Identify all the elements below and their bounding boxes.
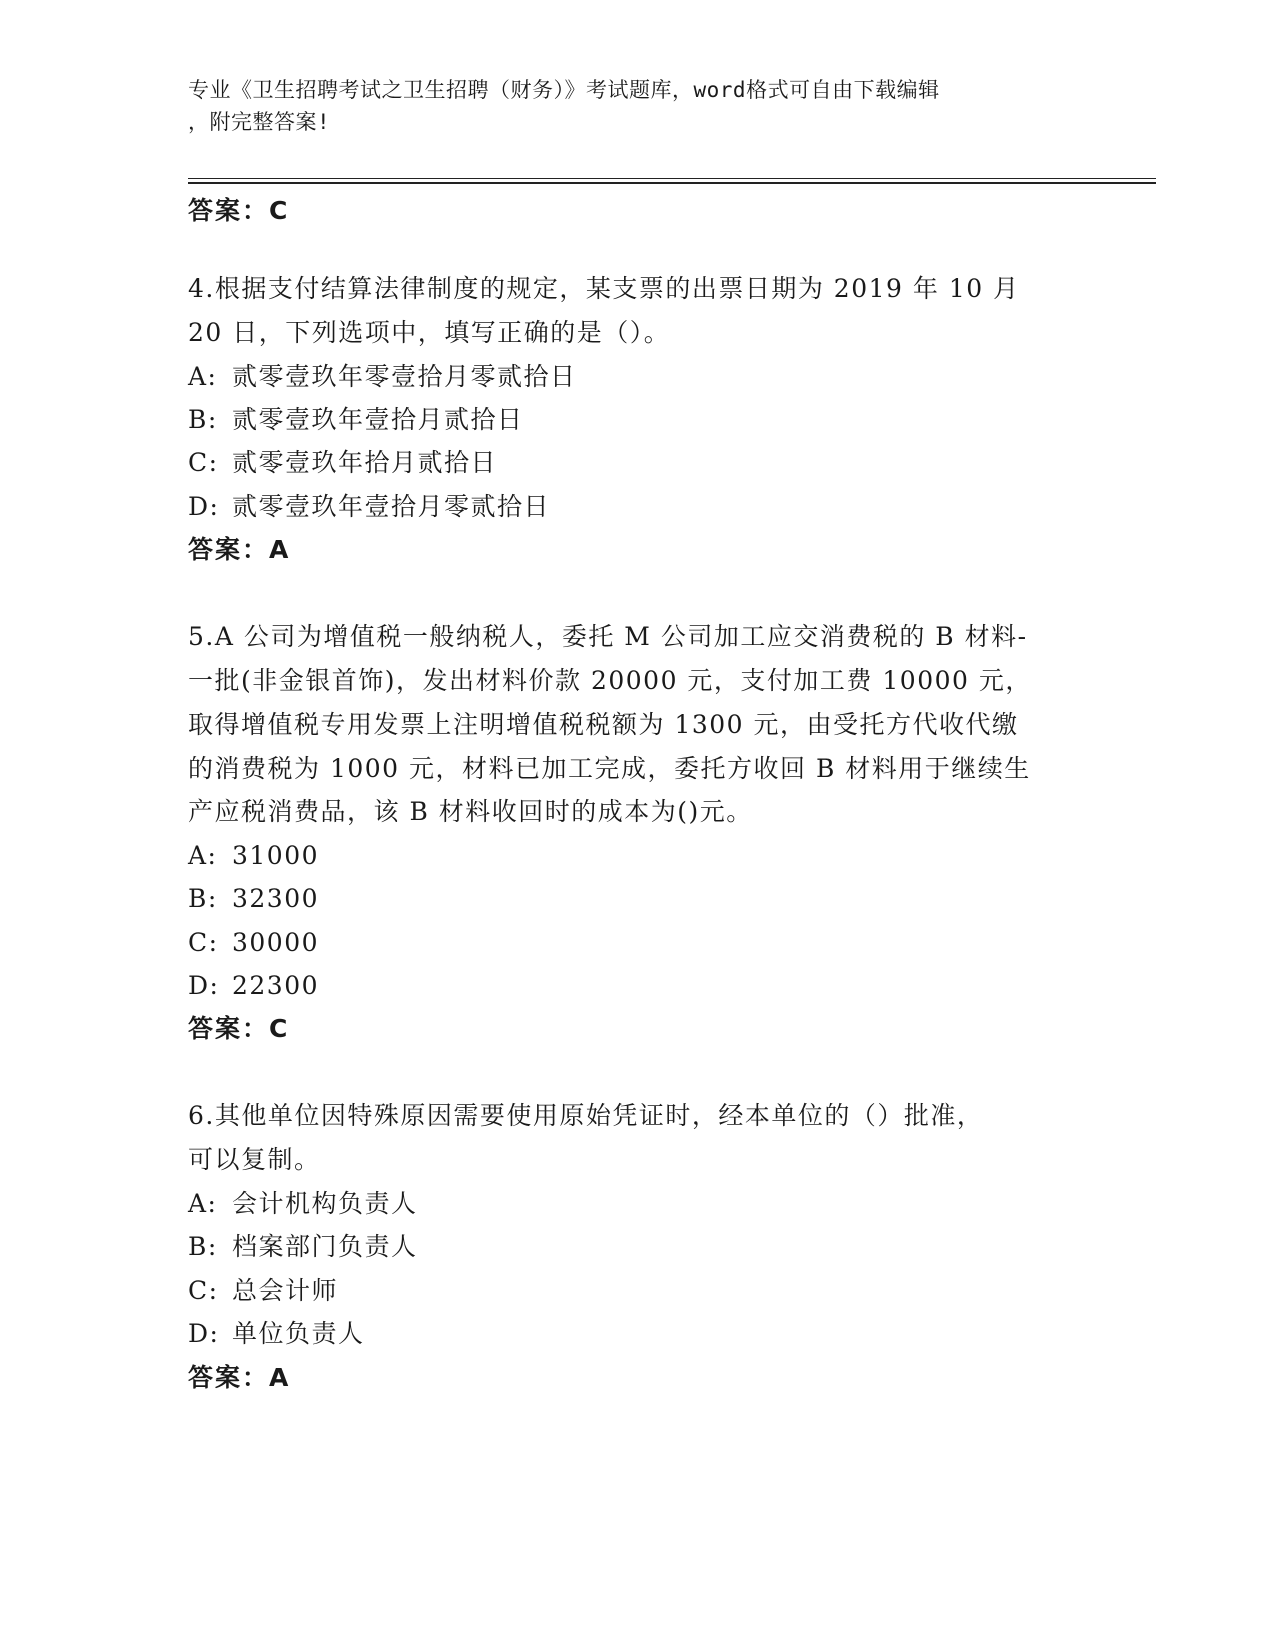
question-5-answer: 答案：C [188,1014,290,1043]
option-letter: B: [188,405,218,434]
question-4-stem-line-2: 20 日，下列选项中，填写正确的是（）。 [188,318,671,347]
option-letter: C: [188,448,219,477]
header-divider-thick [188,182,1156,184]
option-letter: C: [188,1276,219,1305]
option-letter: A: [188,362,218,391]
question-6-option-d [188,1317,365,1351]
question-6-stem-line-1: 6.其他单位因特殊原因需要使用原始凭证时，经本单位的（）批准， [188,1101,984,1130]
question-4-option-b [188,403,524,437]
question-6-option-a [188,1187,418,1221]
question-4-answer: 答案：A [188,535,291,564]
header-divider-thin [188,178,1156,179]
header-line-1: 专业《卫生招聘考试之卫生招聘（财务）》考试题库，word格式可自由下载编辑 [188,78,940,102]
option-letter: D: [188,971,220,1000]
question-4-option-a [188,360,577,394]
question-5-stem-line-5: 产应税消费品，该 B 材料收回时的成本为()元。 [188,797,753,826]
option-letter: A: [188,1189,218,1218]
option-text: 32300 [232,884,320,913]
question-6-option-b [188,1230,418,1264]
option-letter: D: [188,492,220,521]
option-letter: D: [188,1319,220,1348]
question-5-stem-line-4: 的消费税为 1000 元，材料已加工完成，委托方收回 B 材料用于继续生 [188,754,1031,783]
option-text: 会计机构负责人 [232,1189,418,1218]
question-5-option-c [188,926,319,960]
option-text: 贰零壹玖年壹拾月贰拾日 [232,405,524,434]
option-letter: B: [188,884,218,913]
question-5-stem-line-2: 一批(非金银首饰)，发出材料价款 20000 元，支付加工费 10000 元， [188,666,1032,695]
option-text: 单位负责人 [232,1319,365,1348]
question-4-option-c [188,446,497,480]
question-6-option-c [188,1274,338,1308]
question-6-stem-line-2: 可以复制。 [188,1145,321,1174]
question-6-answer: 答案：A [188,1363,291,1392]
option-letter: A: [188,841,218,870]
option-letter: C: [188,928,219,957]
question-5-option-a [188,839,319,873]
question-4-option-d [188,490,550,524]
option-letter: B: [188,1232,218,1261]
header-line-2: ，附完整答案! [188,110,331,134]
question-5-stem-line-1: 5.A 公司为增值税一般纳税人，委托 M 公司加工应交消费税的 B 材料- [188,622,1028,651]
previous-answer: 答案：C [188,196,290,225]
question-4-stem-line-1: 4.根据支付结算法律制度的规定，某支票的出票日期为 2019 年 10 月 [188,274,1020,303]
question-5-option-b [188,882,319,916]
option-text: 总会计师 [232,1276,339,1305]
option-text: 30000 [232,928,320,957]
option-text: 贰零壹玖年零壹拾月零贰拾日 [232,362,577,391]
document-header [188,74,1068,138]
option-text: 22300 [232,971,320,1000]
option-text: 贰零壹玖年拾月贰拾日 [232,448,498,477]
question-5-stem-line-3: 取得增值税专用发票上注明增值税税额为 1300 元，由受托方代收代缴 [188,710,1019,739]
option-text: 贰零壹玖年壹拾月零贰拾日 [232,492,551,521]
question-5-option-d [188,969,319,1003]
option-text: 档案部门负责人 [232,1232,418,1261]
option-text: 31000 [232,841,320,870]
